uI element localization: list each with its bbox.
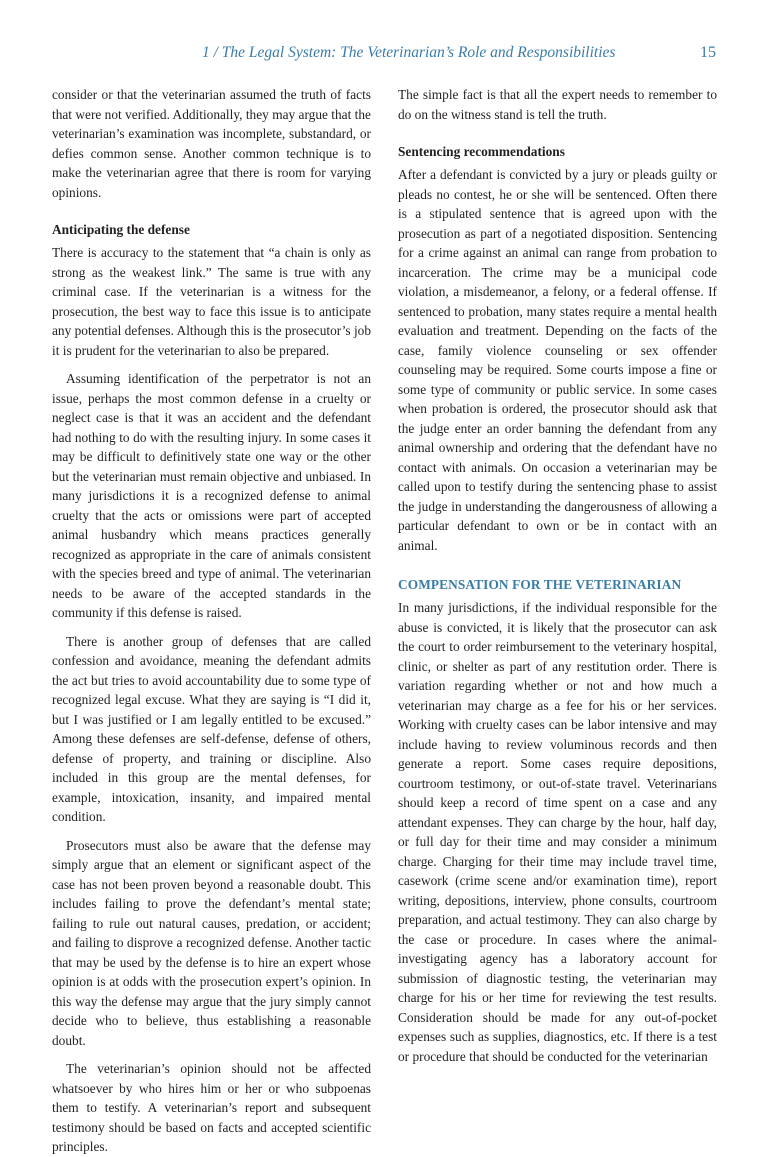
paragraph: Prosecutors must also be aware that the defense may simply argue that an element or significant aspect of the case has not been proven beyond a reasonable doubt. This includes failing to prove the defendant’s mental state; failing to rule out natural causes, predation, or accident; and failing to disprove a recognized defense. Another tactic that may be used by the defense is to hire an expert whose opinion is at odds with the prosecution expert’s opinion. In this way the defense may argue that the jury simply cannot decide who to believe, thus establishing a reasonable doubt. [52,837,371,1048]
page-header [52,44,716,70]
section-heading-compensation: COMPENSATION FOR THE VETERINARIAN [398,577,682,592]
section-heading-sentencing: Sentencing recommendations [398,144,565,159]
page-number: 15 [700,44,716,61]
paragraph: After a defendant is convicted by a jury or pleads guilty or pleads no contest, he or she will be sentenced. Often there is a stipulated sentence that is agreed upon with the prosecution as part of a negotiated disposition. Sentencing for a crime against an animal can range from probation to incarceration. The crime may be a municipal code violation, a misdemeanor, a felony, or a federal offense. If sentenced to probation, many states require a mental health evaluation and treatment. Depending on the facts of the case, family violence counseling or sex offender counseling may be required. Some courts impose a fine or some type of community or public service. In some cases when probation is ordered, the prosecutor should ask that the judge enter an order banning the defendant from any animal ownership and ordering that the defendant have no contact with animals. On occasion a veterinarian may be called upon to testify during the sentencing phase to assist the judge in understanding the dangerousness of allowing a particular defendant to own or be in contact with an animal. [398,167,717,553]
paragraph: The simple fact is that all the expert needs to remember to do on the witness stand is tell the truth. [398,87,717,122]
paragraph: The veterinarian’s opinion should not be affected whatsoever by who hires him or her or who subpoenas them to testify. A veterinarian’s report and subsequent testimony should be based on facts and accepted scientific principles. [52,1061,371,1154]
paragraph: There is accuracy to the statement that “a chain is only as strong as the weakest link.” The same is true with any criminal case. If the veterinarian is a witness for the prosecution, the best way to face this issue is to anticipate any potential defenses. Although this is the prosecutor’s job it is prudent for the veterinarian to also be prepared. [52,245,371,358]
paragraph: consider or that the veterinarian assumed the truth of facts that were not verified. Additionally, they may argue that the veterinarian’s examination was incomplete, substandard, or defies common sense. Another common technique is to make the veterinarian agree that there is room for varying opinions. [52,87,371,200]
paragraph: In many jurisdictions, if the individual responsible for the abuse is convicted, it is likely that the prosecutor can ask the court to order reimbursement to the veterinary hospital, clinic, or shelter as part of any restitution order. There is variation regarding whether or not and how much a veterinarian may charge as a fee for his or her services. Working with cruelty cases can be labor intensive and may include having to review voluminous records and then generate a report. Some cases require depositions, courtroom testimony, or out-of-state travel. Veterinarians should keep a record of time spent on a case and any attendant expenses. They can charge by the hour, half day, or full day for their time and may consider a minimum charge. Charging for their time may include travel time, casework (crime scene and/or examination time), report writing, depositions, interview, phone consults, courtroom preparation, and actual testimony. They can also charge by the case or procedure. In cases where the animal-investigating agency has a laboratory account for submission of diagnostic testing, the veterinarian may charge for his or her time for reviewing the test results. Consideration should be made for any out-of-pocket expenses such as supplies, diagnostics, etc. If there is a test or procedure that should be conducted for the veterinarian [398,600,717,1064]
paragraph: Assuming identification of the perpetrator is not an issue, perhaps the most common defense in a cruelty or neglect case is that it was an accident and the defendant had nothing to do with the resulting injury. In some cases it may be difficult to definitively state one way or the other but the veterinarian must remain objective and unbiased. In many jurisdictions it is a recognized defense to animal cruelty that the acts or omissions were part of accepted animal husbandry which means practices generally recognized as appropriate in the care of animals consistent with the species breed and type of animal. The veterinarian needs to be aware of the accepted standards in the community if this defense is raised. [52,371,371,620]
left-column [52,85,371,1157]
running-title: 1 / The Legal System: The Veterinarian’s Role and Responsibilities [202,44,616,61]
section-heading-anticipating-defense: Anticipating the defense [52,222,190,237]
paragraph: There is another group of defenses that are called confession and avoidance, meaning the defendant admits the act but tries to avoid accountability due to some type of recognized legal excuse. What they are saying is “I did it, but I was justified or I am legally entitled to be excused.” Among these defenses are self-defense, defense of others, defense of property, and training or discipline. Also included in this group are the mental defenses, for example, intoxication, insanity, and impaired mental condition. [52,633,371,824]
right-column [398,85,717,1066]
